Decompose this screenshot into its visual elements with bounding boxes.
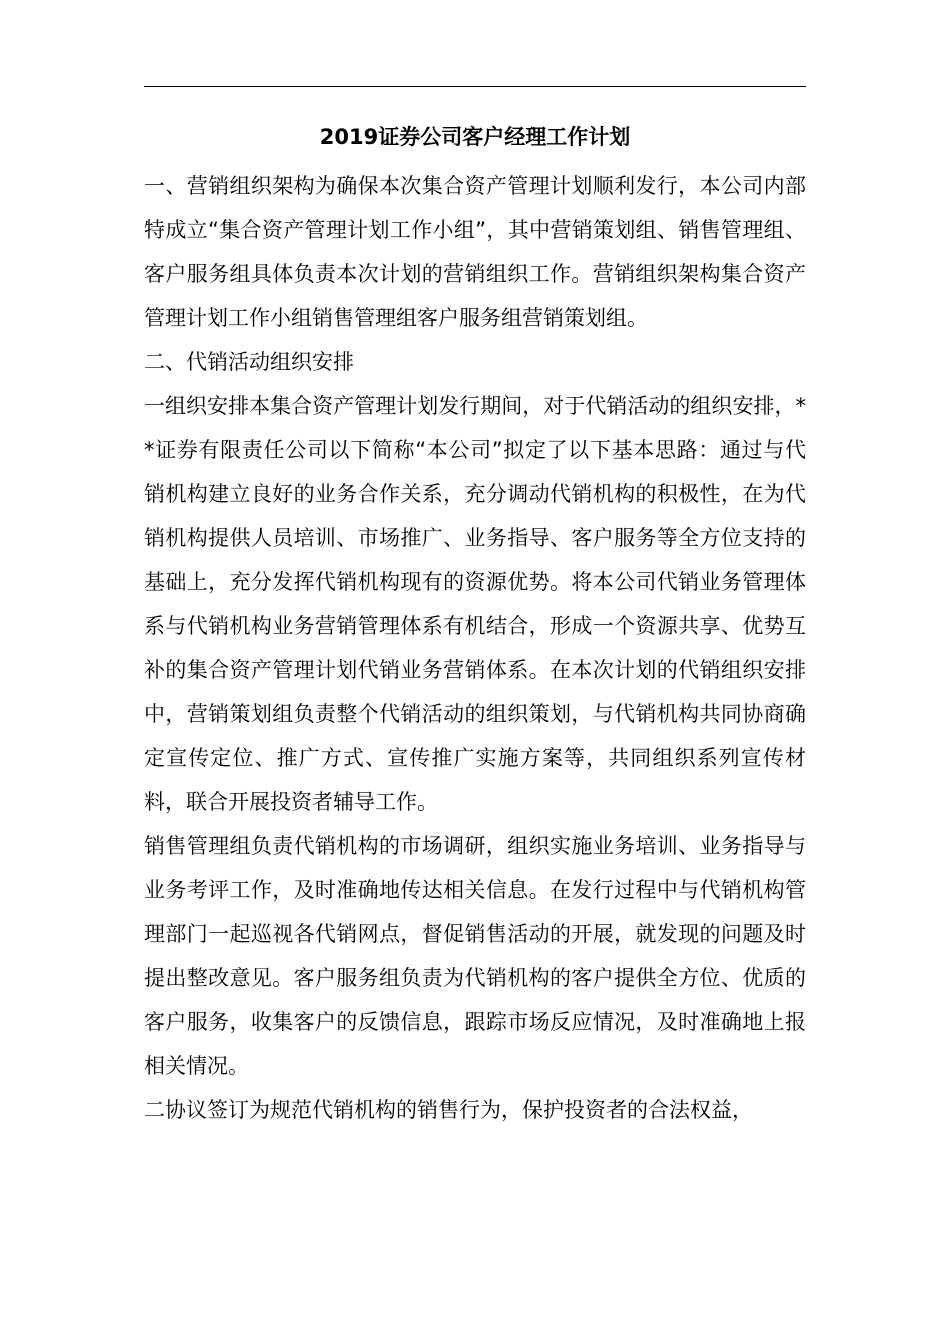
section-heading-distribution: 二、代销活动组织安排 [144,350,354,374]
paragraph-marketing-organization: 一、营销组织架构为确保本次集合资产管理计划顺利发行，本公司内部特成立“集合资产管理计划工作小组”，其中营销策划组、销售管理组、客户服务组具体负责本次计划的营销组织工作。营销组织架构集合资产管理计划工作小组销售管理组客户服务组营销策划组。 [144,174,806,330]
paragraph-organization-arrangement: 一组织安排本集合资产管理计划发行期间，对于代销活动的组织安排，**证券有限责任公司以下简称“本公司”拟定了以下基本思路：通过与代销机构建立良好的业务合作关系，充分调动代销机构的积极性，在为代销机构提供人员培训、市场推广、业务指导、客户服务等全方位支持的基础上，充分发挥代销机构现有的资源优势。将本公司代销业务管理体系与代销机构业务营销管理体系有机结合，形成一个资源共享、优势互补的集合资产管理计划代销业务营销体系。在本次计划的代销组织安排中，营销策划组负责整个代销活动的组织策划，与代销机构共同协商确定宣传定位、推广方式、宣传推广实施方案等，共同组织系列宣传材料，联合开展投资者辅导工作。 [144,394,806,814]
paragraph-agreement-signing: 二协议签订为规范代销机构的销售行为，保护投资者的合法权益， [144,1098,753,1122]
header-rule [144,86,806,87]
paragraph-sales-management: 销售管理组负责代销机构的市场调研，组织实施业务培训、业务指导与业务考评工作，及时准确地传达相关信息。在发行过程中与代销机构管理部门一起巡视各代销网点，督促销售活动的开展，就发现的问题及时提出整改意见。客户服务组负责为代销机构的客户提供全方位、优质的客户服务，收集客户的反馈信息，跟踪市场反应情况，及时准确地上报相关情况。 [144,834,806,1078]
document-body [144,164,806,1132]
document-title: 2019证券公司客户经理工作计划 [319,125,631,149]
